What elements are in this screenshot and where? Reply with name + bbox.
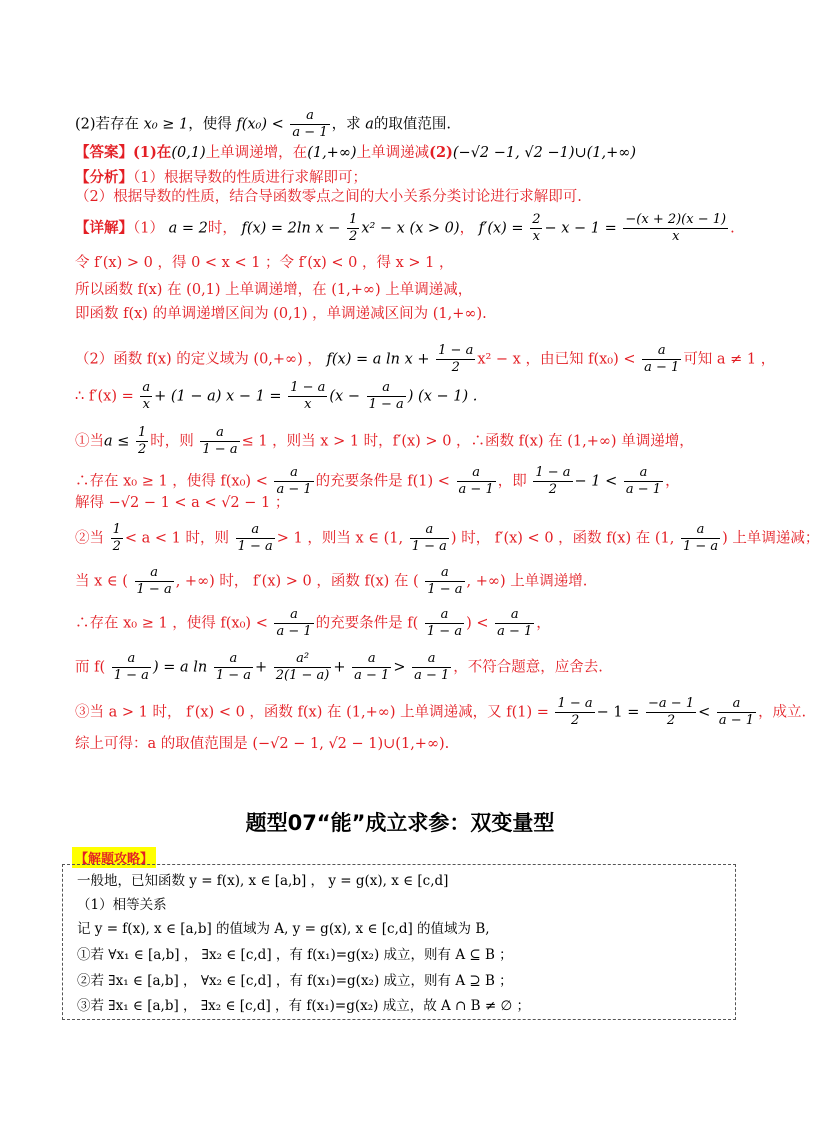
frac-a-1ma: $\frac{a}{1 - a}$ (368, 380, 404, 412)
q2-label: (2)若存在 (75, 116, 140, 133)
frac-a-1ma-6: $\frac{a}{1 - a}$ (136, 565, 172, 597)
detail-l5d: 可知 a ≠ 1 ， (683, 351, 776, 368)
detail-line-9: 解得 −√2 − 1 < a < √2 − 1 ； (75, 495, 290, 511)
math-a: a (365, 116, 374, 133)
frac-a-am1: $\frac{a}{a - 1}$ (292, 108, 328, 140)
detail-l7a: ①当 (75, 433, 104, 450)
answer-text3: 上单调递减 (356, 145, 430, 161)
detail-line-5 (75, 343, 776, 376)
math-fx0: f(x₀) < (236, 116, 284, 133)
detail-l13b: ) = a ln (152, 659, 208, 676)
detail-l8e: ， (665, 473, 680, 490)
frac-a-1ma-10: $\frac{a}{1 - a}$ (215, 651, 251, 683)
frac-a-1ma-9: $\frac{a}{1 - a}$ (113, 651, 149, 683)
frac-fprime: $\frac{-(x + 2)(x - 1)}{x}$ (625, 212, 727, 244)
detail-l10d: ) 时， f′(x) < 0 ，函数 f(x) 在 (1, (450, 530, 675, 547)
detail-line-6 (75, 380, 760, 413)
frac-a-am1-h: $\frac{a}{a - 1}$ (354, 651, 390, 683)
frac-a-am1-i: $\frac{a}{a - 1}$ (414, 651, 450, 683)
strategy-line-6: ③若 ∃x₁ ∈ [a,b] ， ∃x₂ ∈ [c,d] ，有 f(x₁)=g(x₂) 成立，故 A ∩ B ≠ ∅ ； (77, 998, 531, 1014)
strategy-box (62, 864, 736, 1020)
detail-l8d: − 1 < (574, 473, 618, 490)
frac-1ma-2-b: $\frac{1 - a}{2}$ (535, 465, 571, 497)
detail-l14c: < (698, 704, 711, 721)
detail-l1b: a = 2 (168, 220, 208, 237)
q2-tail2: 的取值范围. (373, 116, 451, 133)
detail-line-13 (75, 651, 760, 684)
detail-line-2: 令 f′(x) > 0 ，得 0 < x < 1 ；令 f′(x) < 0 ，得 x > 1 ， (75, 255, 454, 271)
frac-1-2: $\frac{1}{2}$ (349, 212, 358, 244)
frac-a-am1-d: $\frac{a}{a - 1}$ (458, 465, 494, 497)
detail-line-4: 即函数 f(x) 的单调递增区间为 (0,1) ，单调递减区间为 (1,+∞). (75, 306, 487, 322)
answer-i2: (1,+∞) (307, 145, 357, 161)
detail-l1a: （1） (133, 220, 164, 237)
frac-a-1ma-5: $\frac{a}{1 - a}$ (682, 522, 719, 554)
detail-l6: ∴ f′(x) = (75, 388, 134, 405)
analysis-tag: 【分析】 (75, 169, 133, 186)
frac-2-x: $\frac{2}{x}$ (532, 212, 541, 244)
frac-half-b: $\frac{1}{2}$ (112, 522, 121, 554)
frac-1ma-2-c: $\frac{1 - a}{2}$ (557, 696, 593, 728)
detail-l13c: + (255, 659, 268, 676)
frac-a-1ma-3: $\frac{a}{1 - a}$ (237, 522, 273, 554)
detail-line-1: 【详解】（1） a = 2时， f(x) = 2ln x − $\frac{1}{2}$ x² − x (x > 0)， f′(x) = $\frac{2}{x}$ − x − 1 = $\frac{-(x + 2)(x - 1)}{x}$ . (75, 212, 735, 244)
detail-l10c: > 1 ，则当 x ∈ (1, (276, 530, 404, 547)
frac-a-am1-g: $\frac{a}{a - 1}$ (497, 607, 533, 639)
frac-a-am1-f: $\frac{a}{a - 1}$ (276, 607, 312, 639)
answer-line (75, 143, 760, 163)
detail-line-14 (75, 696, 807, 729)
frac-a-am1-c: $\frac{a}{a - 1}$ (276, 465, 312, 497)
frac-a-1ma-7: $\frac{a}{1 - a}$ (427, 565, 463, 597)
answer-tag: 【答案】 (75, 144, 133, 161)
detail-tag: 【详解】 (75, 219, 133, 237)
frac-a2-2: $\frac{\text{a²}}{2(1 - a)}$ (275, 651, 330, 683)
detail-l11a: 当 x ∈ ( (75, 573, 128, 590)
detail-l14d: ，成立. (758, 704, 807, 721)
frac-neg: $\frac{-a - 1}{2}$ (648, 696, 695, 728)
frac-a-1ma-2: $\frac{a}{1 - a}$ (202, 425, 238, 457)
strategy-line-1: 一般地，已知函数 y = f(x), x ∈ [a,b] ， y = g(x), x ∈ [c,d] (77, 873, 449, 889)
answer-text1: (1)在 (133, 144, 172, 161)
frac-1ma-2: $\frac{1 - a}{2}$ (438, 343, 474, 375)
detail-l10e: ) 上单调递减； (722, 530, 819, 547)
detail-l7d: ≤ 1 ，则当 x > 1 时，f′(x) > 0 ，∴函数 f(x) 在 (1,+∞) 单调递增， (241, 433, 694, 450)
detail-l12b: 的充要条件是 f( (315, 615, 419, 632)
frac-a-am1-j: $\frac{a}{a - 1}$ (718, 696, 755, 728)
analysis-p1: （1）根据导数的性质进行求解即可； (133, 170, 367, 186)
detail-l1g: − x − 1 = (544, 220, 617, 237)
strategy-tag: 【解题攻略】 (72, 847, 156, 868)
q2-tail: ，求 (331, 116, 361, 133)
detail-l8c: ，即 (497, 473, 527, 490)
detail-l6d: ) (x − 1) . (407, 388, 478, 405)
detail-l5c: x² − x ，由已知 f(x₀) < (477, 351, 636, 368)
question-2 (75, 108, 760, 141)
detail-l1e: x² − x (x > 0) (361, 220, 460, 237)
detail-l12c: ) < (466, 615, 489, 632)
detail-l12d: ， (536, 615, 551, 632)
detail-l1f: f′(x) = (478, 220, 524, 237)
frac-a-am1-e: $\frac{a}{a - 1}$ (625, 465, 662, 497)
answer-text4: (2) (429, 144, 453, 161)
detail-l11b: , +∞) 时， f′(x) > 0 ，函数 f(x) 在 ( (175, 573, 419, 590)
detail-line-3: 所以函数 f(x) 在 (0,1) 上单调递增，在 (1,+∞) 上单调递减， (75, 282, 473, 298)
detail-l13f: ，不符合题意，应舍去. (453, 659, 603, 676)
strategy-line-5: ②若 ∃x₁ ∈ [a,b] ， ∀x₂ ∈ [c,d] ，有 f(x₁)=g(x₂) 成立，则有 A ⊇ B ； (77, 973, 513, 989)
detail-l5b: f(x) = a ln x + (326, 351, 430, 368)
detail-line-7 (75, 425, 760, 458)
detail-l14a: ③当 a > 1 时， f′(x) < 0 ，函数 f(x) 在 (1,+∞) 上单调递减，又 f(1) = (75, 704, 549, 721)
detail-line-10 (75, 522, 819, 555)
math-x0: x₀ ≥ 1 (143, 116, 189, 133)
detail-l13e: > (393, 659, 406, 676)
detail-l7b: a ≤ (104, 433, 130, 450)
detail-line-11 (75, 565, 760, 598)
frac-half: $\frac{1}{2}$ (138, 425, 147, 457)
analysis-p2: （2）根据导数的性质，结合导函数零点之间的大小关系分类讨论进行求解即可. (75, 189, 582, 205)
frac-a-1ma-8: $\frac{a}{1 - a}$ (426, 607, 463, 639)
detail-l8b: 的充要条件是 f(1) < (315, 473, 450, 490)
detail-l14b: − 1 = (596, 704, 640, 721)
detail-line-12 (75, 607, 760, 640)
analysis-line-2 (75, 187, 760, 207)
detail-l11c: , +∞) 上单调递增. (466, 573, 588, 590)
answer-text2: 上单调递增，在 (205, 145, 308, 161)
detail-line-15: 综上可得：a 的取值范围是 (−√2 − 1, √2 − 1)∪(1,+∞). (75, 736, 450, 752)
detail-l6b: + (1 − a) x − 1 = (154, 388, 282, 405)
detail-l10b: < a < 1 时，则 (124, 530, 229, 547)
answer-i1: (0,1) (171, 145, 206, 161)
analysis-line-1 (75, 168, 760, 188)
section-title: 题型07“能”成立求参：双变量型 (245, 811, 555, 835)
detail-l13d: + (333, 659, 346, 676)
strategy-line-2: （1）相等关系 (77, 897, 167, 913)
detail-l10a: ②当 (75, 530, 104, 547)
frac-a-1ma-4: $\frac{a}{1 - a}$ (411, 522, 447, 554)
strategy-line-4: ①若 ∀x₁ ∈ [a,b] ， ∃x₂ ∈ [c,d] ，有 f(x₁)=g(x₂) 成立，则有 A ⊆ B ； (77, 947, 513, 963)
detail-l12a: ∴存在 x₀ ≥ 1 ，使得 f(x₀) < (75, 615, 268, 632)
frac-1ma-x: $\frac{1 - a}{x}$ (290, 380, 326, 412)
frac-a-am1-b: $\frac{a}{a - 1}$ (644, 343, 680, 375)
detail-l1d: f(x) = 2ln x − (241, 220, 341, 237)
q2-mid: ，使得 (188, 116, 232, 133)
detail-l1c: 时， (207, 220, 237, 237)
detail-l5a: （2）函数 f(x) 的定义域为 (0,+∞) ， (75, 351, 322, 368)
detail-l6c: (x − (329, 388, 360, 405)
strategy-line-3: 记 y = f(x), x ∈ [a,b] 的值域为 A, y = g(x), x ∈ [c,d] 的值域为 B, (77, 921, 490, 937)
detail-l13a: 而 f( (75, 659, 106, 676)
detail-l7c: 时，则 (150, 433, 194, 450)
answer-result: (−√2 −1, √2 −1)∪(1,+∞) (452, 145, 636, 161)
frac-a-x: $\frac{a}{x}$ (142, 380, 151, 412)
detail-l8a: ∴存在 x₀ ≥ 1 ，使得 f(x₀) < (75, 473, 268, 490)
